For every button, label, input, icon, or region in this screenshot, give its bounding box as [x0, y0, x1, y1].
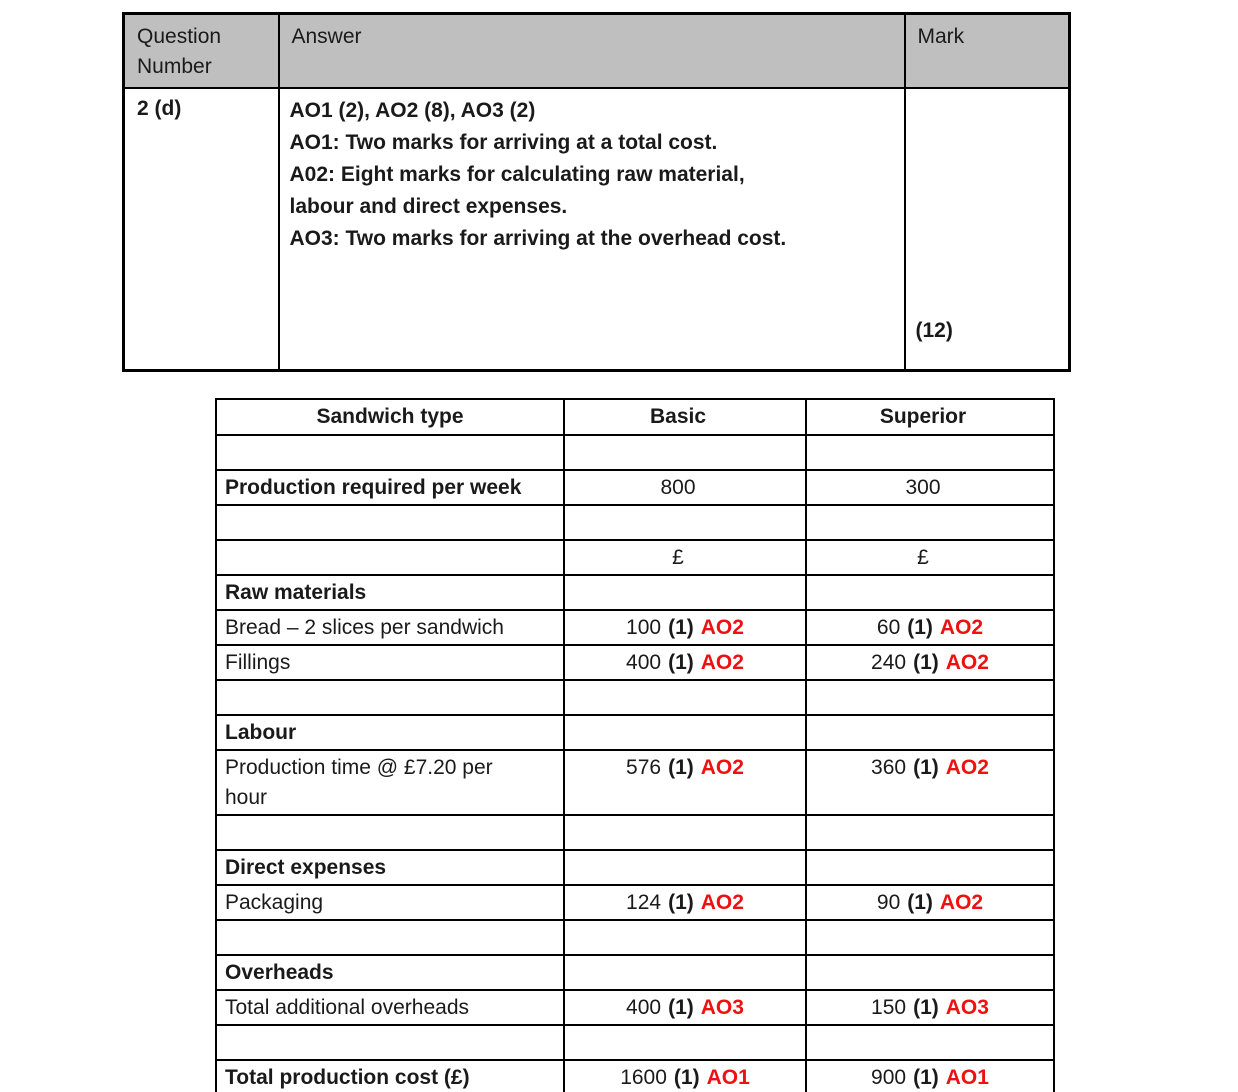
- row-label: Sandwich type: [316, 405, 464, 428]
- question-number-cell: 2 (d): [124, 88, 279, 370]
- row-label: Bread – 2 slices per sandwich: [225, 616, 504, 639]
- basic-value: 576: [626, 756, 662, 779]
- basic-mark-point: (1): [668, 616, 694, 639]
- superior-cell: [806, 435, 1054, 470]
- superior-cell: [806, 470, 1054, 505]
- superior-cell: [806, 990, 1054, 1025]
- superior-cell: [806, 1025, 1054, 1060]
- basic-value: 124: [626, 891, 662, 914]
- answer-cell: [279, 88, 905, 370]
- superior-cell: [806, 715, 1054, 750]
- basic-ao-tag: AO2: [700, 756, 744, 779]
- superior-value: 90: [876, 891, 901, 914]
- basic-cell: [564, 645, 806, 680]
- superior-cell: [806, 505, 1054, 540]
- mark-scheme-body-row: [124, 88, 1070, 370]
- basic-cell: [564, 610, 806, 645]
- basic-ao-tag: AO2: [700, 651, 744, 674]
- superior-mark-point: (1): [907, 616, 933, 639]
- superior-cell: [806, 955, 1054, 990]
- row-label: Labour: [225, 721, 297, 744]
- cost-table-row: [216, 645, 1054, 680]
- basic-cell: [564, 955, 806, 990]
- answer-header: Answer: [279, 14, 905, 89]
- cost-table-row: [216, 399, 1054, 435]
- row-label-cell: [216, 399, 564, 435]
- basic-cell: [564, 850, 806, 885]
- answer-line: AO1 (2), AO2 (8), AO3 (2): [289, 99, 536, 122]
- basic-cell: [564, 1060, 806, 1092]
- mark-cell: [905, 88, 1070, 370]
- superior-cell: [806, 645, 1054, 680]
- superior-ao-tag: AO2: [939, 891, 984, 914]
- superior-cell: [806, 1060, 1054, 1092]
- basic-cell: [564, 1025, 806, 1060]
- basic-ao-tag: AO1: [706, 1066, 750, 1089]
- superior-mark-point: (1): [907, 891, 933, 914]
- basic-value: £: [672, 546, 684, 569]
- superior-cell: [806, 885, 1054, 920]
- basic-cell: [564, 505, 806, 540]
- basic-mark-point: (1): [673, 1066, 700, 1089]
- mark-value: (12): [915, 318, 953, 342]
- cost-table-row: [216, 885, 1054, 920]
- superior-cell: [806, 750, 1054, 815]
- cost-table-row: [216, 505, 1054, 540]
- answer-line: AO3: Two marks for arriving at the overhead cost.: [289, 227, 787, 250]
- superior-cell: [806, 540, 1054, 575]
- superior-cell: [806, 399, 1054, 435]
- superior-value: 150: [871, 996, 907, 1019]
- answer-line: labour and direct expenses.: [289, 195, 568, 218]
- mark-scheme-table: [122, 12, 1071, 372]
- row-label-cell: [216, 955, 564, 990]
- cost-table-row: [216, 920, 1054, 955]
- superior-mark-point: (1): [913, 651, 939, 674]
- cost-table-row: [216, 575, 1054, 610]
- basic-cell: [564, 435, 806, 470]
- superior-cell: [806, 680, 1054, 715]
- row-label-cell: [216, 645, 564, 680]
- superior-value: Superior: [879, 405, 967, 428]
- row-label-cell: [216, 715, 564, 750]
- cost-table-row: [216, 540, 1054, 575]
- superior-mark-point: (1): [913, 996, 939, 1019]
- row-label-cell: [216, 505, 564, 540]
- row-label: Production time @ £7.20 per hour: [225, 756, 493, 809]
- basic-value: Basic: [649, 405, 707, 428]
- superior-mark-point: (1): [913, 1066, 939, 1089]
- cost-table-row: [216, 1025, 1054, 1060]
- row-label-cell: [216, 540, 564, 575]
- cost-table-row: [216, 955, 1054, 990]
- basic-ao-tag: AO3: [700, 996, 744, 1019]
- basic-mark-point: (1): [668, 996, 694, 1019]
- basic-mark-point: (1): [668, 891, 694, 914]
- answer-line: AO1: Two marks for arriving at a total cost.: [289, 131, 718, 154]
- superior-cell: [806, 815, 1054, 850]
- basic-value: 100: [626, 616, 662, 639]
- basic-value: 400: [626, 996, 662, 1019]
- basic-ao-tag: AO2: [700, 891, 744, 914]
- cost-table-row: [216, 750, 1054, 815]
- row-label: Raw materials: [225, 581, 367, 604]
- basic-mark-point: (1): [668, 651, 694, 674]
- cost-table: [215, 398, 1055, 1092]
- superior-ao-tag: AO1: [945, 1066, 989, 1089]
- row-label: Total production cost (£): [225, 1066, 470, 1089]
- row-label-cell: [216, 680, 564, 715]
- superior-cell: [806, 610, 1054, 645]
- row-label: Total additional overheads: [225, 996, 470, 1019]
- basic-cell: [564, 750, 806, 815]
- basic-value: 800: [660, 476, 696, 499]
- mark-header: Mark: [905, 14, 1070, 89]
- cost-table-row: [216, 435, 1054, 470]
- superior-cell: [806, 575, 1054, 610]
- row-label: Fillings: [225, 651, 291, 674]
- row-label: Overheads: [225, 961, 334, 984]
- superior-cell: [806, 850, 1054, 885]
- basic-cell: [564, 885, 806, 920]
- basic-value: 1600: [620, 1066, 667, 1089]
- basic-cell: [564, 470, 806, 505]
- superior-mark-point: (1): [913, 756, 939, 779]
- row-label: Packaging: [225, 891, 324, 914]
- row-label-cell: [216, 920, 564, 955]
- basic-cell: [564, 575, 806, 610]
- basic-cell: [564, 920, 806, 955]
- basic-cell: [564, 815, 806, 850]
- superior-ao-tag: AO2: [939, 616, 984, 639]
- superior-value: 900: [871, 1066, 907, 1089]
- superior-ao-tag: AO3: [945, 996, 989, 1019]
- superior-ao-tag: AO2: [945, 756, 989, 779]
- row-label-cell: [216, 815, 564, 850]
- row-label-cell: [216, 610, 564, 645]
- cost-table-row: [216, 610, 1054, 645]
- row-label-cell: [216, 750, 564, 815]
- superior-value: 300: [905, 476, 941, 499]
- superior-ao-tag: AO2: [945, 651, 989, 674]
- row-label-cell: [216, 435, 564, 470]
- cost-table-row: [216, 815, 1054, 850]
- row-label-cell: [216, 1025, 564, 1060]
- basic-cell: [564, 540, 806, 575]
- basic-mark-point: (1): [668, 756, 694, 779]
- cost-table-row: [216, 1060, 1054, 1092]
- row-label-cell: [216, 575, 564, 610]
- row-label: Production required per week: [225, 476, 522, 499]
- superior-value: 60: [876, 616, 901, 639]
- cost-table-body: [216, 399, 1054, 1092]
- basic-cell: [564, 715, 806, 750]
- row-label-cell: [216, 470, 564, 505]
- row-label-cell: [216, 990, 564, 1025]
- basic-cell: [564, 680, 806, 715]
- row-label-cell: [216, 1060, 564, 1092]
- superior-cell: [806, 920, 1054, 955]
- basic-ao-tag: AO2: [700, 616, 744, 639]
- superior-value: £: [917, 546, 929, 569]
- row-label-cell: [216, 850, 564, 885]
- question-number-header: Question Number: [124, 14, 279, 89]
- basic-cell: [564, 990, 806, 1025]
- cost-table-row: [216, 715, 1054, 750]
- superior-value: 360: [871, 756, 907, 779]
- answer-line: A02: Eight marks for calculating raw material,: [289, 163, 745, 186]
- cost-table-row: [216, 680, 1054, 715]
- basic-cell: [564, 399, 806, 435]
- cost-table-row: [216, 990, 1054, 1025]
- row-label-cell: [216, 885, 564, 920]
- row-label: Direct expenses: [225, 856, 387, 879]
- cost-table-row: [216, 850, 1054, 885]
- mark-scheme-header-row: [124, 14, 1070, 89]
- superior-value: 240: [871, 651, 907, 674]
- cost-table-row: [216, 470, 1054, 505]
- basic-value: 400: [626, 651, 662, 674]
